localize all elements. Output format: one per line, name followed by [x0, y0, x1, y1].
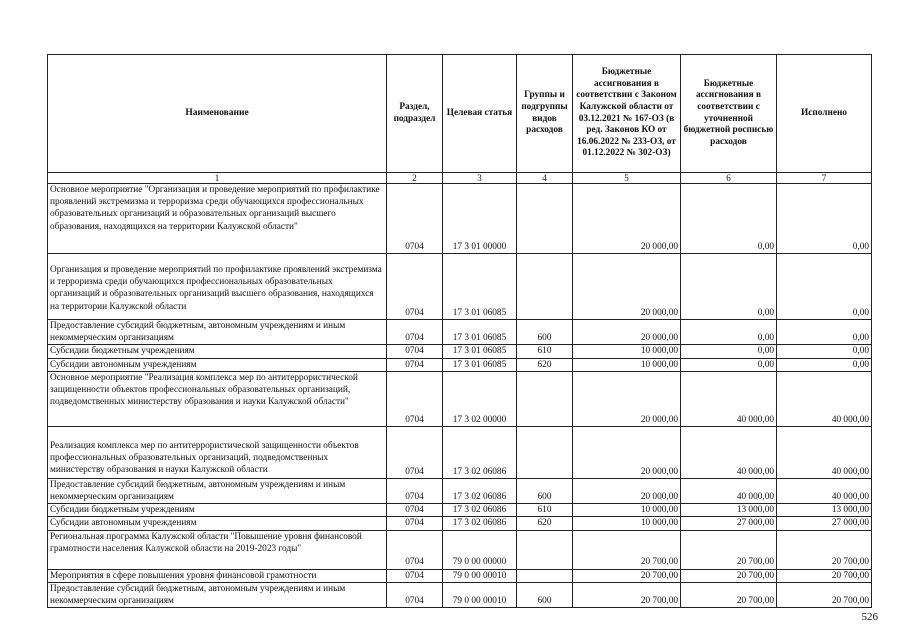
row-celevaya: 17 3 01 06085 — [443, 254, 517, 320]
table-row — [48, 345, 872, 358]
row-razdel: 0704 — [387, 254, 443, 320]
row-name: Субсидии автономным учреждениям — [48, 358, 387, 371]
row-name: Субсидии бюджетным учреждениям — [48, 504, 387, 517]
row-celevaya: 17 3 02 00000 — [443, 371, 517, 426]
row-vid: 600 — [517, 478, 573, 503]
row-utochn: 27 000,00 — [681, 517, 777, 530]
row-name: Мероприятия в сфере повышения уровня финансовой грамотности — [48, 569, 387, 582]
row-vid: 610 — [517, 504, 573, 517]
row-celevaya: 17 3 01 06085 — [443, 358, 517, 371]
table-row — [48, 320, 872, 345]
row-celevaya: 79 0 00 00010 — [443, 569, 517, 582]
row-utochn: 20 700,00 — [681, 530, 777, 569]
table-row — [48, 504, 872, 517]
row-zakon: 20 700,00 — [573, 530, 681, 569]
header-row — [48, 55, 872, 173]
row-celevaya: 17 3 02 06086 — [443, 504, 517, 517]
row-vid — [517, 184, 573, 254]
row-razdel: 0704 — [387, 530, 443, 569]
row-name: Субсидии бюджетным учреждениям — [48, 345, 387, 358]
row-celevaya: 17 3 02 06086 — [443, 517, 517, 530]
row-vid — [517, 426, 573, 478]
row-zakon: 20 000,00 — [573, 320, 681, 345]
row-utochn: 0,00 — [681, 184, 777, 254]
row-vid: 620 — [517, 517, 573, 530]
row-vid — [517, 569, 573, 582]
row-razdel: 0704 — [387, 504, 443, 517]
row-zakon: 20 000,00 — [573, 426, 681, 478]
budget-table — [47, 54, 872, 608]
row-ispolneno: 13 000,00 — [777, 504, 872, 517]
row-razdel: 0704 — [387, 371, 443, 426]
row-ispolneno: 0,00 — [777, 184, 872, 254]
row-utochn: 0,00 — [681, 320, 777, 345]
row-razdel: 0704 — [387, 358, 443, 371]
column-number: 2 — [387, 173, 443, 184]
table-row — [48, 371, 872, 426]
row-ispolneno: 20 700,00 — [777, 530, 872, 569]
row-vid — [517, 530, 573, 569]
row-razdel: 0704 — [387, 478, 443, 503]
row-celevaya: 17 3 01 06085 — [443, 345, 517, 358]
column-number: 4 — [517, 173, 573, 184]
row-zakon: 20 000,00 — [573, 254, 681, 320]
row-zakon: 20 000,00 — [573, 184, 681, 254]
header-celevaya-statya: Целевая статья — [443, 55, 517, 173]
page-number: 526 — [861, 611, 878, 623]
row-utochn: 40 000,00 — [681, 478, 777, 503]
row-razdel: 0704 — [387, 184, 443, 254]
row-ispolneno: 40 000,00 — [777, 426, 872, 478]
column-number: 1 — [48, 173, 387, 184]
column-number: 7 — [777, 173, 872, 184]
row-razdel: 0704 — [387, 426, 443, 478]
row-vid: 600 — [517, 320, 573, 345]
row-name: Субсидии автономным учреждениям — [48, 517, 387, 530]
row-celevaya: 17 3 01 00000 — [443, 184, 517, 254]
row-razdel: 0704 — [387, 582, 443, 607]
row-name: Предоставление субсидий бюджетным, автономным учреждениям и иным некоммерческим организациям — [48, 582, 387, 607]
row-razdel: 0704 — [387, 345, 443, 358]
row-celevaya: 17 3 02 06086 — [443, 426, 517, 478]
table-row — [48, 517, 872, 530]
table-row — [48, 358, 872, 371]
table-row — [48, 426, 872, 478]
row-celevaya: 17 3 02 06086 — [443, 478, 517, 503]
table-row — [48, 530, 872, 569]
table-row — [48, 569, 872, 582]
table-row — [48, 254, 872, 320]
row-razdel: 0704 — [387, 320, 443, 345]
row-vid: 600 — [517, 582, 573, 607]
row-zakon: 10 000,00 — [573, 345, 681, 358]
row-zakon: 20 700,00 — [573, 569, 681, 582]
header-utochnennaya-rospis: Бюджетные ассигнования в соответствии с уточненной бюджетной росписью расходов — [681, 55, 777, 173]
column-number: 3 — [443, 173, 517, 184]
row-zakon: 20 000,00 — [573, 478, 681, 503]
table-row — [48, 184, 872, 254]
row-vid — [517, 371, 573, 426]
column-number: 5 — [573, 173, 681, 184]
row-celevaya: 17 3 01 06085 — [443, 320, 517, 345]
row-ispolneno: 0,00 — [777, 320, 872, 345]
header-gruppy-vidov: Группы и подгруппы видов расходов — [517, 55, 573, 173]
row-name: Реализация комплекса мер по антитеррористической защищенности объектов профессиональных образовательных организаций, подведомственных министерству образования и науки Калужской области — [48, 426, 387, 478]
row-ispolneno: 0,00 — [777, 345, 872, 358]
row-razdel: 0704 — [387, 569, 443, 582]
column-number: 6 — [681, 173, 777, 184]
row-ispolneno: 20 700,00 — [777, 582, 872, 607]
table-row — [48, 582, 872, 607]
row-vid: 610 — [517, 345, 573, 358]
row-utochn: 0,00 — [681, 345, 777, 358]
row-celevaya: 79 0 00 00000 — [443, 530, 517, 569]
row-name: Организация и проведение мероприятий по профилактике проявлений экстремизма и терроризма среди обучающихся профессиональных образовательных организаций и образовательных организаций высшего образования, находящихся на территории Калужской области — [48, 254, 387, 320]
row-name: Основное мероприятие "Организация и проведение мероприятий по профилактике проявлений экстремизма и терроризма среди обучающихся профессиональных образовательных организаций и образовательных организаций высшего образования, находящихся на территории Калужской области" — [48, 184, 387, 254]
row-ispolneno: 40 000,00 — [777, 478, 872, 503]
header-ispolneno: Исполнено — [777, 55, 872, 173]
header-name: Наименование — [48, 55, 387, 173]
row-ispolneno: 0,00 — [777, 254, 872, 320]
row-vid — [517, 254, 573, 320]
row-utochn: 40 000,00 — [681, 426, 777, 478]
row-vid: 620 — [517, 358, 573, 371]
row-utochn: 20 700,00 — [681, 569, 777, 582]
row-name: Предоставление субсидий бюджетным, автономным учреждениям и иным некоммерческим организациям — [48, 320, 387, 345]
row-ispolneno: 40 000,00 — [777, 371, 872, 426]
row-name: Предоставление субсидий бюджетным, автономным учреждениям и иным некоммерческим организациям — [48, 478, 387, 503]
row-zakon: 10 000,00 — [573, 504, 681, 517]
row-zakon: 10 000,00 — [573, 517, 681, 530]
header-zakon-assignments: Бюджетные ассигнования в соответствии с Законом Калужской области от 03.12.2021 № 167-ОЗ (в ред. Законов КО от 16.06.2022 № 233-ОЗ, от 01.12.2022 № 302-ОЗ) — [573, 55, 681, 173]
row-utochn: 0,00 — [681, 254, 777, 320]
row-razdel: 0704 — [387, 517, 443, 530]
row-ispolneno: 27 000,00 — [777, 517, 872, 530]
row-zakon: 20 000,00 — [573, 371, 681, 426]
header-razdel: Раздел, подраздел — [387, 55, 443, 173]
row-zakon: 10 000,00 — [573, 358, 681, 371]
row-name: Региональная программа Калужской области "Повышение уровня финансовой грамотности населения Калужской области на 2019-2023 годы" — [48, 530, 387, 569]
row-utochn: 13 000,00 — [681, 504, 777, 517]
row-ispolneno: 0,00 — [777, 358, 872, 371]
row-utochn: 0,00 — [681, 358, 777, 371]
row-celevaya: 79 0 00 00010 — [443, 582, 517, 607]
table-row — [48, 478, 872, 503]
row-utochn: 20 700,00 — [681, 582, 777, 607]
row-zakon: 20 700,00 — [573, 582, 681, 607]
row-ispolneno: 20 700,00 — [777, 569, 872, 582]
column-number-row — [48, 173, 872, 184]
row-name: Основное мероприятие "Реализация комплекса мер по антитеррористической защищенности объектов профессиональных образовательных организаций, подведомственных министерству образования и науки Калужской области" — [48, 371, 387, 426]
row-utochn: 40 000,00 — [681, 371, 777, 426]
